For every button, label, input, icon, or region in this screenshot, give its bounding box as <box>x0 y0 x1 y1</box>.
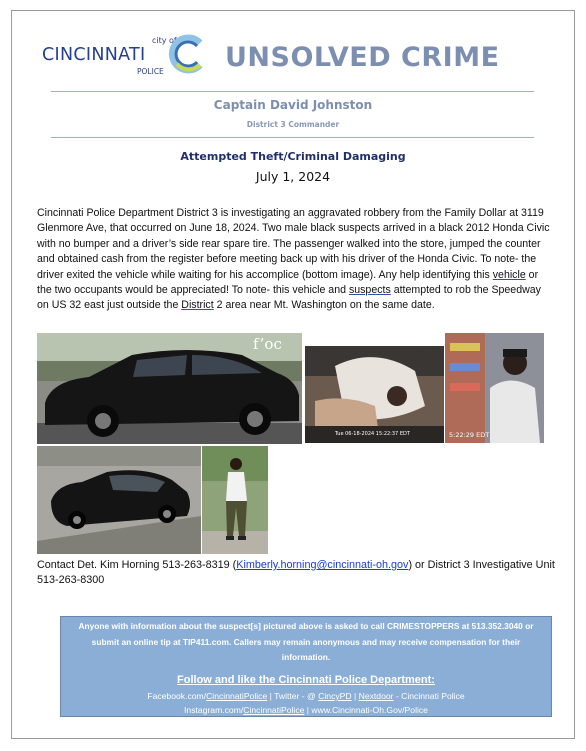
body-word-suspects: suspects <box>348 284 391 297</box>
contact-email-link[interactable]: Kimberly.horning@cincinnati-oh.gov <box>236 559 409 571</box>
car-photo-overlay-text: f’oc <box>253 335 282 353</box>
twitter-prefix: | Twitter - @ <box>267 691 319 701</box>
twitter-link[interactable]: CincyPD <box>318 691 352 701</box>
camera-timestamp-right: 5:22:29 EDT <box>449 431 490 439</box>
separator: | <box>351 691 359 701</box>
body-part-4: 2 area near Mt. Washington on the same date. <box>213 299 435 312</box>
crimestoppers-box <box>60 616 552 717</box>
captain-title: District 3 Commander <box>246 120 340 129</box>
body-part-2: or the two occupants would be appreciated! To note- this vehicle and <box>37 268 539 297</box>
header-divider-top <box>51 91 534 92</box>
contact-prefix: Contact Det. Kim Horning 513-263-8319 ( <box>37 559 237 571</box>
instagram-prefix: Instagram.com/ <box>184 705 244 715</box>
website-link[interactable]: | www.Cincinnati-Oh.Gov/Police <box>304 705 428 715</box>
photo-store-camera-right <box>445 333 544 443</box>
bulletin-title: Attempted Theft/Criminal Damaging <box>180 150 406 163</box>
nextdoor-suffix: - Cincinnati Police <box>393 691 465 701</box>
contact-suffix: ) or District 3 Investigative Unit 513-263-8300 <box>37 559 555 586</box>
facebook-link[interactable]: CincinnatiPolice <box>206 691 268 701</box>
logo-wordmark: CINCINNATI <box>42 45 146 65</box>
body-word-vehicle: vehicle <box>492 268 526 281</box>
social-links <box>61 689 551 717</box>
photo-driver-standing <box>202 446 268 554</box>
contact-info <box>37 558 557 588</box>
bulletin-body <box>37 206 552 314</box>
logo-police: POLICE <box>137 67 164 76</box>
bulletin-date: July 1, 2024 <box>255 169 331 184</box>
body-part-1: Cincinnati Police Department District 3 is investigating an aggravated robbery from the Family Dollar at 3119 Glenmore Ave, that occurred on June 18, 2024. Two male black suspects arrived in a black 2012 Honda Civic with no bumper and a driver’s side rear spare tire. The passenger walked into the store, jumped the counter and obtained cash from the register before meeting back up with his driver of the Honda Civic. To note- the driver exited the vehicle while waiting for his accomplice (bottom image). Any help identifying this <box>37 207 550 281</box>
captain-name: Captain David Johnston <box>213 98 373 112</box>
camera-timestamp-left: Tue 06-18-2024 15:22:37 EDT <box>335 431 410 437</box>
c-mark-icon <box>167 34 207 74</box>
logo-city-of: city of <box>152 36 177 45</box>
photo-suspect-vehicle-side <box>37 333 302 444</box>
body-word-district: District <box>181 299 214 312</box>
page-headline: UNSOLVED CRIME <box>225 42 500 73</box>
cincinnati-police-logo <box>42 34 214 84</box>
social-follow-heading: Follow and like the Cincinnati Police Department: <box>177 674 435 686</box>
photo-suspect-vehicle-overhead <box>37 446 201 554</box>
nextdoor-link[interactable]: Nextdoor <box>358 691 394 701</box>
header-divider-bottom <box>51 137 534 138</box>
crimestoppers-tip-text: Anyone with information about the suspect[s] pictured above is asked to call CRIMESTOPPERS at 513.352.3040 or submit an online tip at TIP411.com. Callers may remain anonymous and may receive compensation for their information. <box>78 621 534 662</box>
facebook-prefix: Facebook.com/ <box>147 691 207 701</box>
instagram-link[interactable]: CincinnatiPolice <box>243 705 305 715</box>
photo-store-camera-left <box>305 346 444 443</box>
body-part-3: attempted to rob the Speedway on US 32 east just outside the <box>37 284 541 312</box>
